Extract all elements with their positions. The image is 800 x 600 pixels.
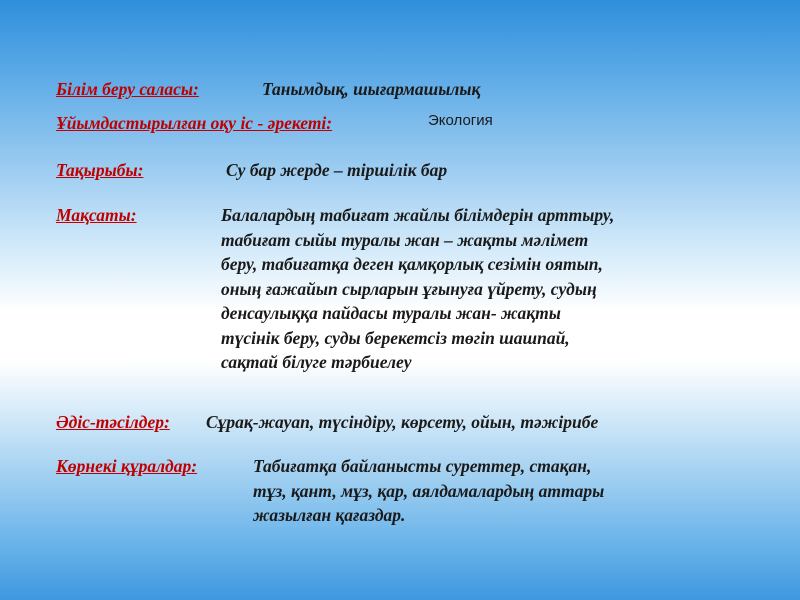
goal-line: сақтай білуге тәрбиелеу [221,352,412,372]
field-value-methods: Сұрақ-жауап, түсіндіру, көрсету, ойын, тәжірибе [206,412,599,432]
field-label-topic: Тақырыбы: [56,160,144,180]
aids-line: жазылған қағаздар. [253,505,406,525]
goal-line: беру, табиғатқа деген қамқорлық сезімін оятып, [221,254,603,274]
goal-line: оның ғажайып сырларын ұғынуға үйрету, судың [221,278,597,299]
goal-line: түсінік беру, суды берекетсіз төгіп шашпай, [221,327,570,348]
goal-line: табиғат сыйы туралы жан – жақты мәлімет [221,229,589,250]
field-value-visual-aids [253,454,604,528]
field-value-topic: Су бар жерде – тіршілік бар [226,160,448,180]
aids-line: тұз, қант, мұз, қар, аялдамалардың аттары [253,480,605,501]
field-value-goal [221,203,614,375]
field-label-goal: Мақсаты: [56,205,137,225]
field-label-visual-aids: Көрнекі құралдар: [56,456,198,476]
field-label-methods: Әдіс-тәсілдер: [56,412,170,432]
goal-line: денсаулыққа пайдасы туралы жан- жақты [221,303,561,323]
field-label-activity: Ұйымдастырылған оқу іс - әрекеті: [56,113,333,133]
goal-line: Балалардың табиғат жайлы білімдерін арттыру, [221,205,615,225]
field-label-education-area: Білім беру саласы: [56,79,199,99]
aids-line: Табиғатқа байланысты суреттер, стақан, [253,456,592,476]
field-value-education-area: Танымдық, шығармашылық [262,79,481,99]
field-value-activity: Экология [428,112,493,129]
